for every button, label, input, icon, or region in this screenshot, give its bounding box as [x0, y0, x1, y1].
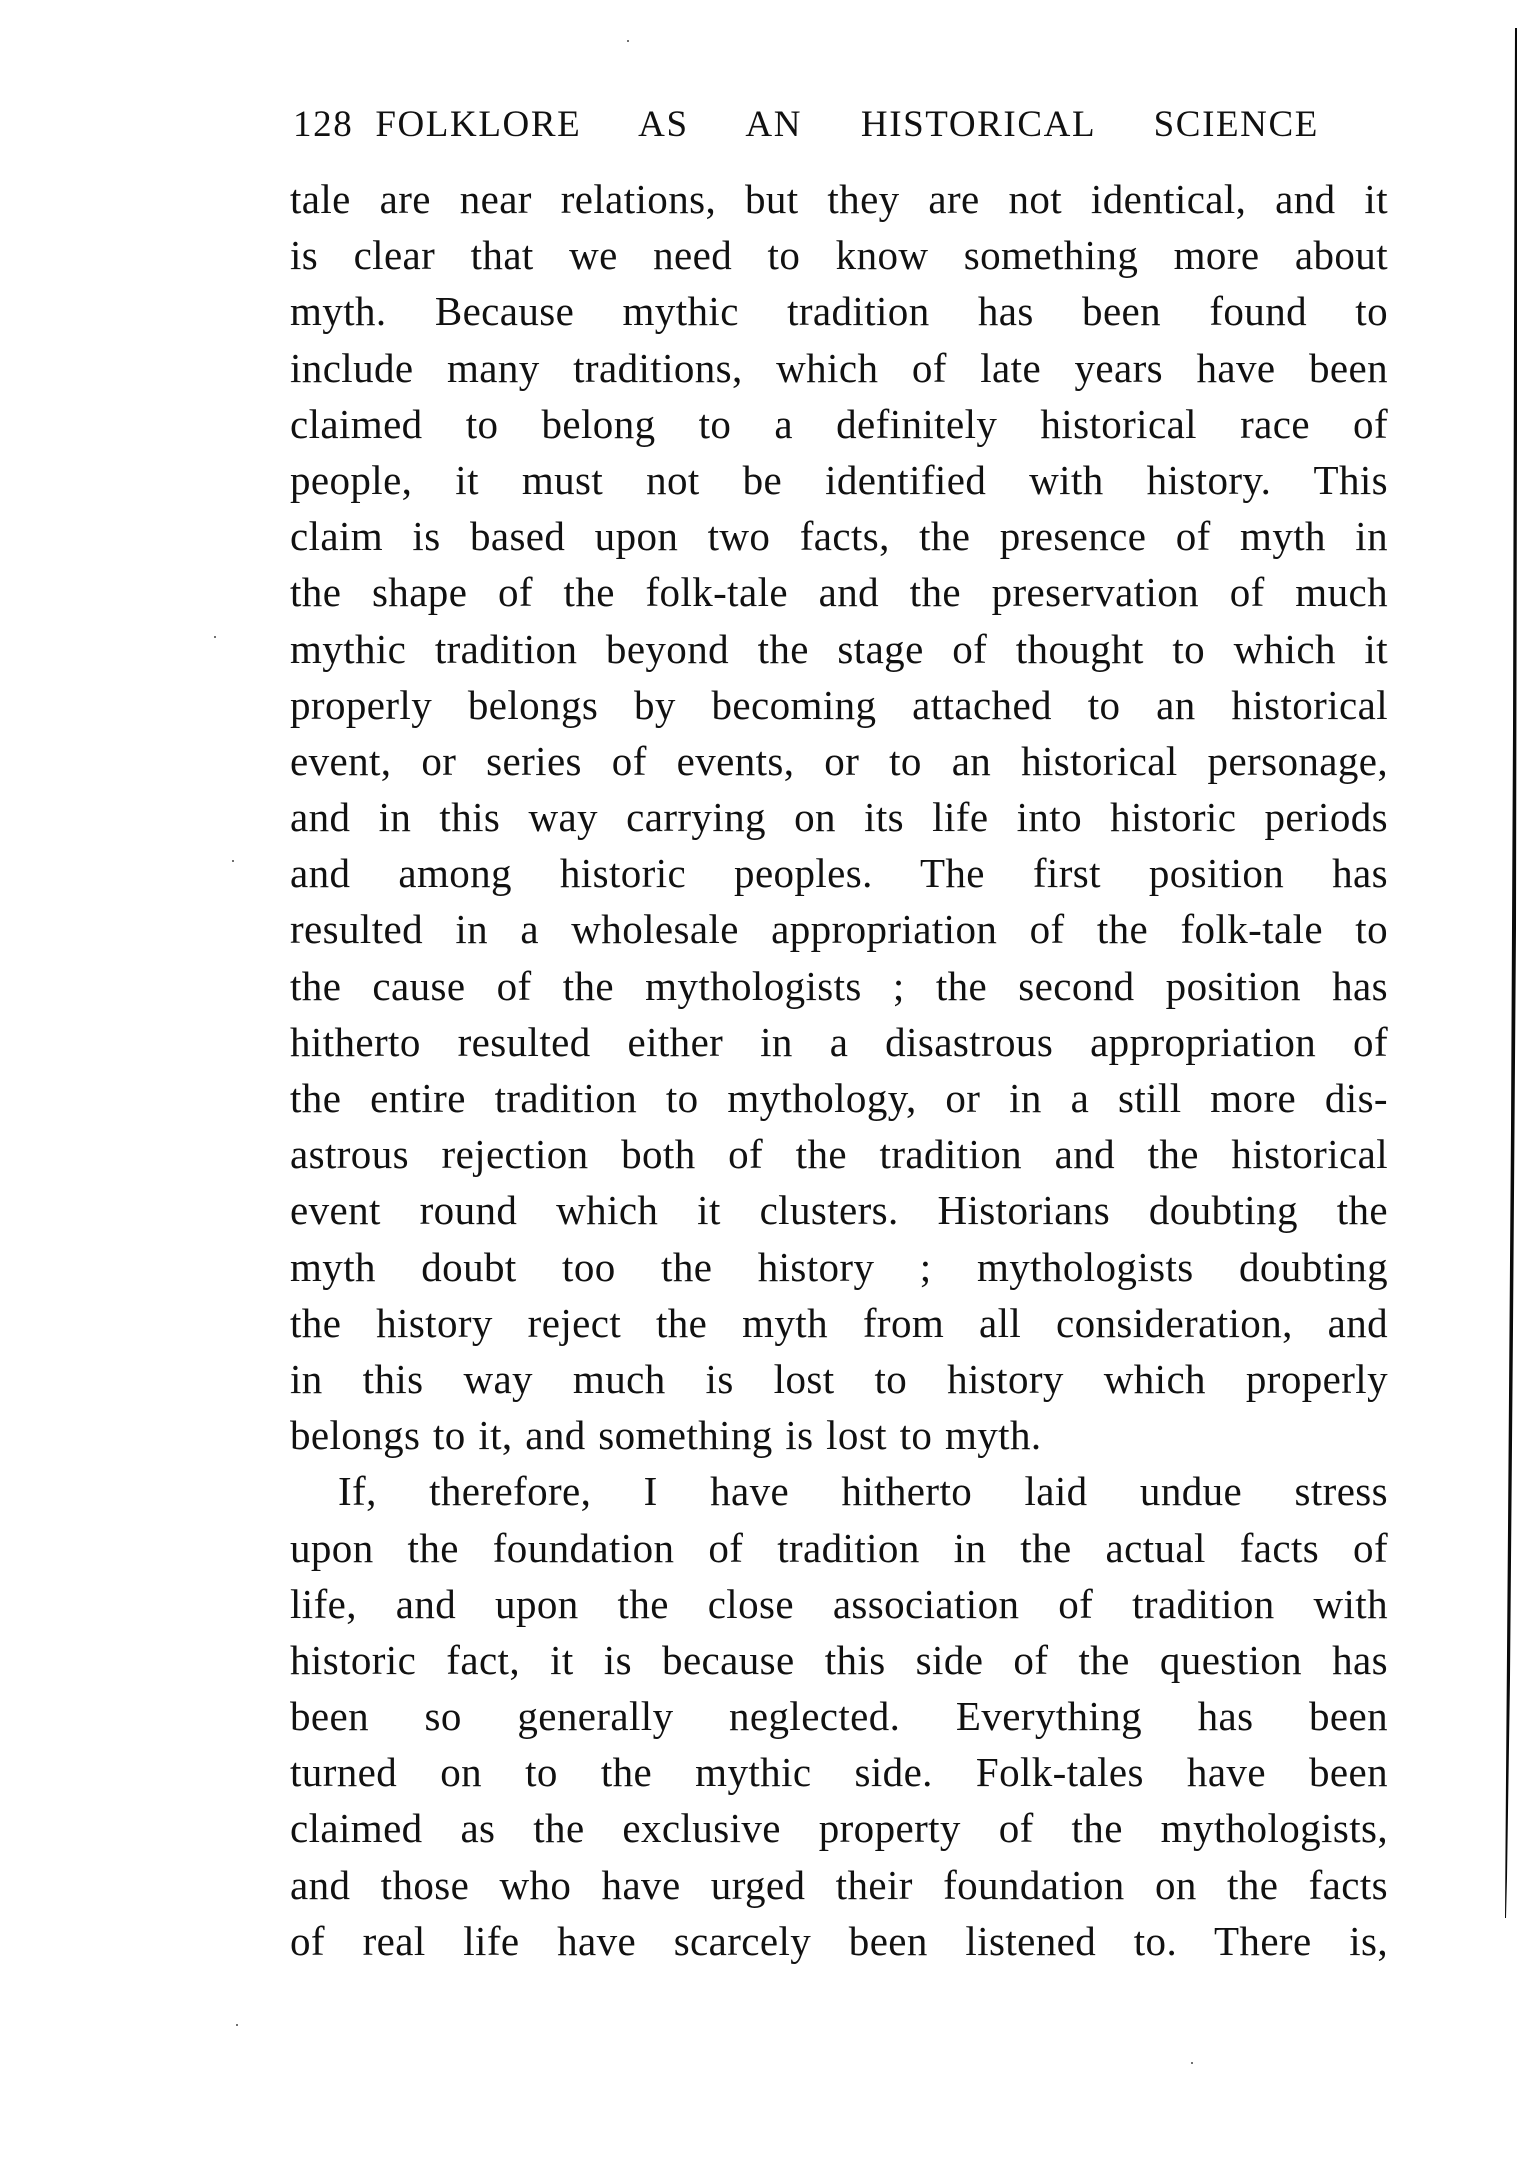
- running-head: [293, 103, 1319, 147]
- text-line: claim is based upon two facts, the presence of myth in: [290, 513, 1388, 560]
- speck-mark: [236, 2024, 238, 2026]
- text-line: of real life have scarcely been listened to. There is,: [290, 1917, 1388, 1964]
- text-line: upon the foundation of tradition in the actual facts of: [290, 1524, 1388, 1571]
- text-line: include many traditions, which of late years have been: [290, 344, 1388, 391]
- text-line: and among historic peoples. The first position has: [290, 850, 1388, 897]
- text-line: resulted in a wholesale appropriation of the folk-tale to: [290, 906, 1388, 953]
- text-line: life, and upon the close association of tradition with: [290, 1580, 1388, 1627]
- page-number: 128: [293, 104, 354, 145]
- text-line: mythic tradition beyond the stage of thought to which it: [290, 625, 1388, 672]
- speck-mark: [1191, 2062, 1193, 2064]
- text-line: and those who have urged their foundation on the facts: [290, 1861, 1388, 1908]
- text-line: in this way much is lost to history which properly: [290, 1355, 1388, 1402]
- paragraph-continued: [290, 171, 1388, 1463]
- paragraph: [290, 1463, 1388, 1969]
- text-line: tale are near relations, but they are not identical, and it: [290, 176, 1388, 222]
- text-line: event round which it clusters. Historians doubting the: [290, 1187, 1388, 1234]
- text-line: turned on to the mythic side. Folk-tales have been: [290, 1749, 1388, 1796]
- text-line: historic fact, it is because this side of the question has: [290, 1636, 1388, 1683]
- speck-mark: [214, 636, 216, 638]
- text-line: claimed as the exclusive property of the mythologists,: [290, 1805, 1388, 1852]
- text-line: is clear that we need to know something more about: [290, 232, 1388, 279]
- text-line: and in this way carrying on its life into historic periods: [290, 794, 1388, 841]
- text-line: claimed to belong to a definitely historical race of: [290, 400, 1388, 447]
- text-line: the shape of the folk-tale and the preservation of much: [290, 569, 1388, 616]
- text-line: event, or series of events, or to an historical personage,: [290, 737, 1388, 784]
- text-line-paragraph-start: If, therefore, I have hitherto laid undue stress: [338, 1468, 1388, 1515]
- speck-mark: [232, 860, 234, 862]
- text-line: hitherto resulted either in a disastrous appropriation of: [290, 1018, 1388, 1065]
- text-line: astrous rejection both of the tradition and the historical: [290, 1131, 1388, 1178]
- speck-mark: [627, 40, 629, 42]
- text-line: properly belongs by becoming attached to an historical: [290, 681, 1388, 728]
- text-line: people, it must not be identified with history. This: [290, 456, 1388, 503]
- text-line: myth doubt too the history ; mythologists doubting: [290, 1243, 1388, 1290]
- text-line-paragraph-end: belongs to it, and something is lost to myth.: [290, 1412, 1042, 1459]
- text-line: the cause of the mythologists ; the second position has: [290, 962, 1388, 1009]
- body-text: [290, 171, 1388, 1969]
- text-line: the entire tradition to mythology, or in a still more dis-: [290, 1075, 1388, 1121]
- text-line: the history reject the myth from all consideration, and: [290, 1299, 1388, 1346]
- page-edge-rule: [1486, 28, 1518, 1918]
- running-title: FOLKLORE AS AN HISTORICAL SCIENCE: [375, 104, 1319, 145]
- text-line: been so generally neglected. Everything has been: [290, 1693, 1388, 1740]
- text-line: myth. Because mythic tradition has been found to: [290, 288, 1388, 335]
